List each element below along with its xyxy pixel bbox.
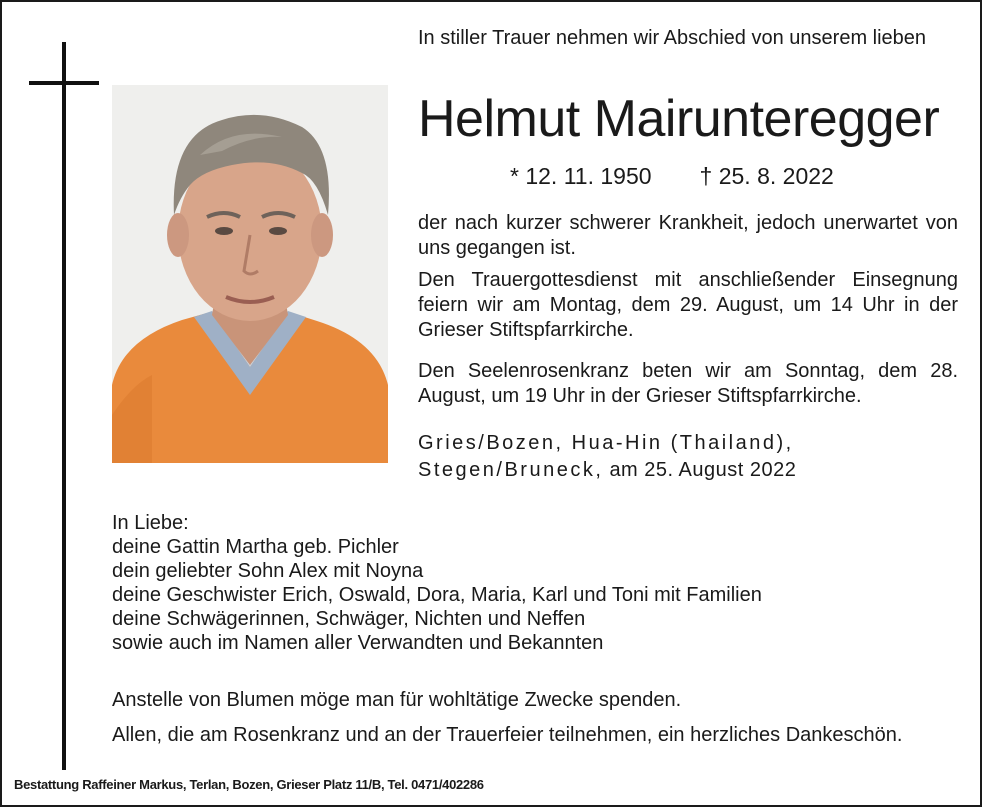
place-line-2: [418, 457, 958, 484]
place-and-date: [418, 430, 958, 484]
mourner-line: deine Schwägerinnen, Schwäger, Nichten und Neffen: [112, 608, 586, 630]
death-date: † 25. 8. 2022: [699, 163, 834, 189]
birth-date: * 12. 11. 1950: [510, 163, 652, 189]
deceased-name: Helmut Mairunteregger: [418, 90, 940, 148]
mourner-line: dein geliebter Sohn Alex mit Noyna: [112, 560, 424, 582]
mourner-line: sowie auch im Namen aller Verwandten und Bekannten: [112, 632, 604, 654]
place-line-2-location: Stegen/Bruneck,: [418, 459, 604, 481]
portrait-photo: [112, 85, 388, 463]
funeral-home-footer: Bestattung Raffeiner Markus, Terlan, Bozen, Grieser Platz 11/B, Tel. 0471/402286: [14, 777, 484, 792]
paragraph-rosary: Den Seelenrosenkranz beten wir am Sonntag, dem 28. August, um 19 Uhr in der Grieser Stiftspfarrkirche.: [418, 360, 958, 407]
donation-note: Anstelle von Blumen möge man für wohltätige Zwecke spenden.: [112, 689, 682, 711]
place-line-2-date: am 25. August 2022: [609, 459, 797, 481]
life-dates: [510, 161, 834, 191]
portrait-illustration: [112, 85, 388, 463]
mourner-line: deine Gattin Martha geb. Pichler: [112, 536, 399, 558]
paragraph-passing: der nach kurzer schwerer Krankheit, jedoch unerwartet von uns gegangen ist.: [418, 212, 958, 259]
cross-icon: [62, 42, 66, 770]
mourner-line: deine Geschwister Erich, Oswald, Dora, Maria, Karl und Toni mit Familien: [112, 584, 762, 606]
place-line-1: Gries/Bozen, Hua-Hin (Thailand),: [418, 432, 794, 454]
intro-text: In stiller Trauer nehmen wir Abschied von unserem lieben: [418, 27, 927, 49]
mourners-heading: In Liebe:: [112, 512, 189, 534]
paragraph-funeral-mass: Den Trauergottesdienst mit anschließender Einsegnung feiern wir am Montag, dem 29. August, um 14 Uhr in der Grieser Stiftspfarrkirche.: [418, 269, 958, 341]
cross-icon-bar: [29, 81, 99, 85]
thanks-note: Allen, die am Rosenkranz und an der Trauerfeier teilnehmen, ein herzliches Dankeschön.: [112, 724, 903, 746]
mourners-list: [112, 511, 912, 655]
